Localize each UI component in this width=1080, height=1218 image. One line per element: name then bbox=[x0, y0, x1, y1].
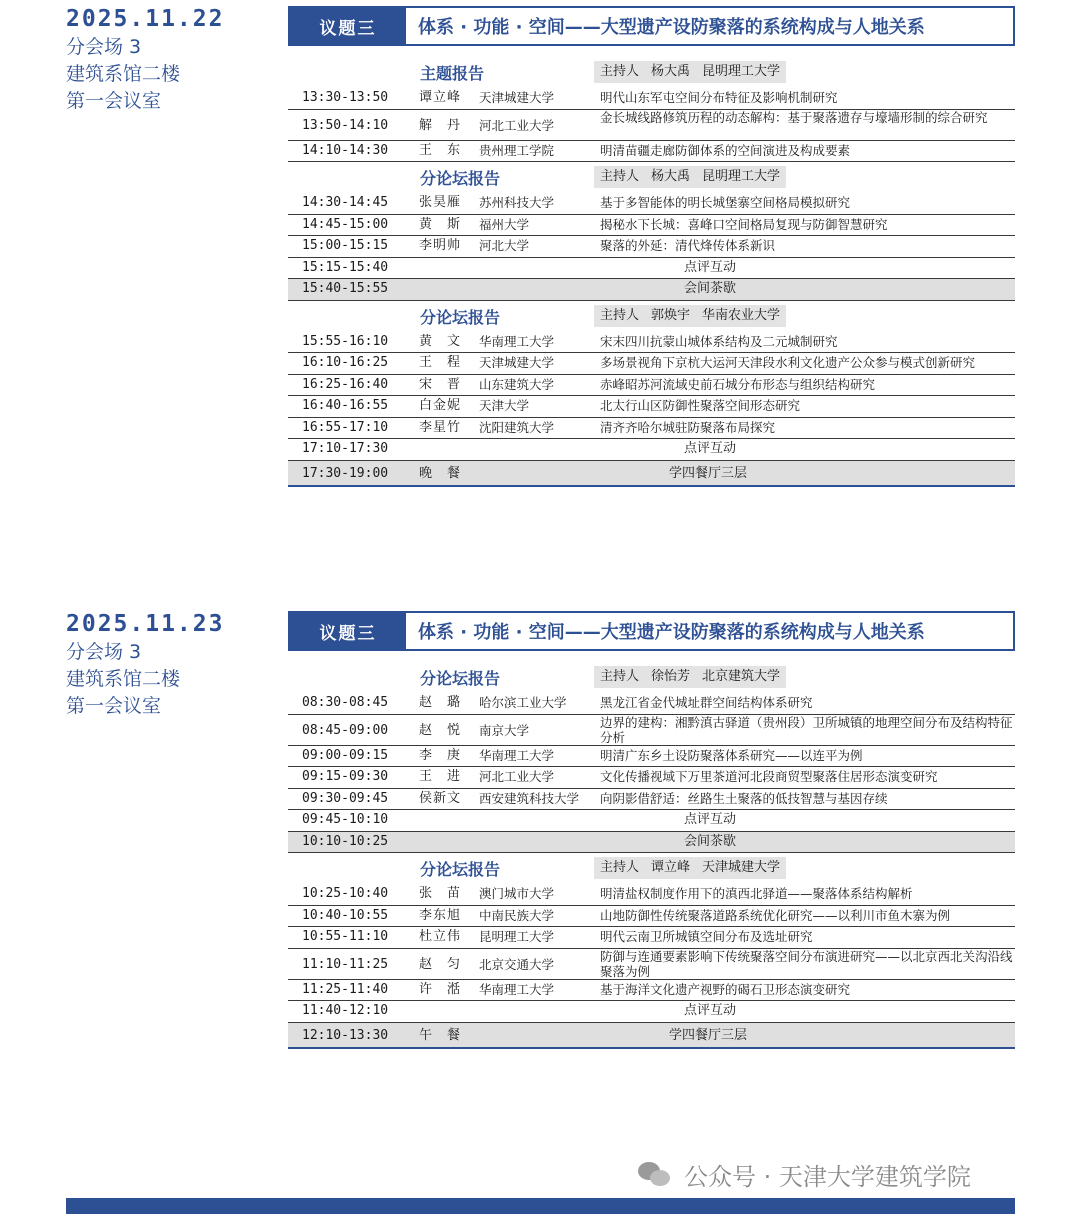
talk-topic: 金长城线路修筑历程的动态解构：基于聚落遗存与壕墙形制的综合研究 bbox=[600, 109, 988, 125]
host-institution: 昆明理工大学 bbox=[702, 64, 781, 79]
time-cell: 16:25-16:40 bbox=[302, 376, 389, 392]
talk-topic: 赤峰昭苏河流域史前石城分布形态与组织结构研究 bbox=[600, 376, 876, 392]
speaker-name: 李明帅 bbox=[419, 238, 462, 253]
section-header bbox=[288, 57, 1015, 88]
talk-topic: 聚落的外延：清代烽传体系新识 bbox=[600, 238, 776, 253]
venue-line: 分会场 3 bbox=[66, 36, 142, 58]
venue-line: 建筑系馆二楼 bbox=[66, 63, 181, 85]
time-cell: 10:55-11:10 bbox=[302, 929, 389, 944]
time-cell: 16:10-16:25 bbox=[302, 355, 389, 370]
time-cell: 09:15-09:30 bbox=[302, 769, 389, 784]
time-cell: 14:45-15:00 bbox=[302, 216, 389, 232]
table-row bbox=[288, 375, 1015, 397]
wechat-icon bbox=[638, 1160, 672, 1188]
session-tag: 议题三 bbox=[290, 613, 406, 649]
table-row bbox=[288, 141, 1015, 163]
section-header bbox=[288, 162, 1015, 193]
table-row bbox=[288, 279, 1015, 301]
table-row bbox=[288, 715, 1015, 746]
meal-name: 晚 餐 bbox=[419, 465, 462, 481]
meal-name: 午 餐 bbox=[419, 1027, 462, 1043]
activity-cell: 会间茶歇 bbox=[683, 281, 736, 296]
table-row bbox=[288, 215, 1015, 237]
speaker-institution: 福州大学 bbox=[479, 216, 530, 232]
speaker-name: 谭立峰 bbox=[419, 90, 462, 105]
talk-topic: 山地防御性传统聚落道路系统优化研究——以利川市鱼木寨为例 bbox=[600, 907, 951, 923]
table-row bbox=[288, 418, 1015, 440]
speaker-institution: 苏州科技大学 bbox=[479, 195, 555, 210]
speaker-institution: 河北大学 bbox=[479, 238, 530, 253]
day-info bbox=[66, 4, 281, 115]
section-title: 分论坛报告 bbox=[420, 307, 501, 327]
speaker-institution: 沈阳建筑大学 bbox=[479, 419, 555, 435]
host-badge bbox=[594, 305, 786, 327]
session-tag: 议题三 bbox=[290, 8, 406, 44]
speaker-name: 王 进 bbox=[419, 769, 462, 784]
talk-topic: 多场景视角下京杭大运河天津段水利文化遗产公众参与模式创新研究 bbox=[600, 355, 976, 370]
activity-cell: 点评互动 bbox=[683, 441, 736, 456]
table-row bbox=[288, 789, 1015, 811]
talk-topic: 防御与连通要素影响下传统聚落空间分布演进研究——以北京西北关沟沿线聚落为例 bbox=[600, 948, 1013, 979]
venue-line: 第一会议室 bbox=[66, 695, 162, 717]
talk-topic: 明代山东军屯空间分布特征及影响机制研究 bbox=[600, 90, 838, 105]
session-title: 体系 · 功能 · 空间——大型遗产设防聚落的系统构成与人地关系 bbox=[418, 17, 925, 38]
activity-cell: 会间茶歇 bbox=[683, 833, 736, 849]
speaker-institution: 天津大学 bbox=[479, 398, 530, 413]
section-title: 分论坛报告 bbox=[420, 669, 501, 688]
time-cell: 17:10-17:30 bbox=[302, 441, 389, 456]
table-row bbox=[288, 236, 1015, 258]
table-row bbox=[288, 396, 1015, 418]
time-cell: 15:55-16:10 bbox=[302, 333, 389, 349]
speaker-institution: 中南民族大学 bbox=[479, 907, 555, 923]
section-title: 主题报告 bbox=[420, 64, 485, 83]
table-row bbox=[288, 1001, 1015, 1023]
talk-topic: 明代云南卫所城镇空间分布及选址研究 bbox=[600, 929, 813, 944]
time-cell: 12:10-13:30 bbox=[302, 1027, 389, 1043]
speaker-institution: 河北工业大学 bbox=[479, 769, 555, 784]
table-row bbox=[288, 439, 1015, 461]
meal-row bbox=[288, 461, 1015, 487]
time-cell: 10:40-10:55 bbox=[302, 907, 389, 923]
speaker-institution: 昆明理工大学 bbox=[479, 929, 555, 944]
speaker-institution: 华南理工大学 bbox=[479, 981, 555, 997]
time-cell: 10:10-10:25 bbox=[302, 833, 389, 849]
day-date: 2025.11.22 bbox=[66, 6, 225, 32]
speaker-institution: 西安建筑科技大学 bbox=[479, 790, 580, 806]
time-cell: 14:10-14:30 bbox=[302, 142, 389, 158]
schedule-table bbox=[288, 662, 1015, 1049]
talk-topic: 揭秘水下长城：喜峰口空间格局复现与防御智慧研究 bbox=[600, 216, 888, 232]
time-cell: 08:30-08:45 bbox=[302, 695, 389, 710]
host-badge bbox=[594, 857, 786, 879]
speaker-name: 解 丹 bbox=[419, 117, 462, 133]
speaker-institution: 澳门城市大学 bbox=[479, 886, 555, 901]
venue-line: 分会场 3 bbox=[66, 641, 142, 663]
table-row bbox=[288, 88, 1015, 110]
table-row bbox=[288, 332, 1015, 354]
speaker-name: 李东旭 bbox=[419, 907, 462, 923]
time-cell: 09:00-09:15 bbox=[302, 747, 389, 763]
talk-topic: 边界的建构：湘黔滇古驿道（贵州段）卫所城镇的地理空间分布及结构特征分析 bbox=[600, 714, 1013, 745]
talk-topic: 明清盐权制度作用下的滇西北驿道——聚落体系结构解析 bbox=[600, 886, 913, 901]
session-header bbox=[288, 611, 1015, 651]
activity-cell: 点评互动 bbox=[683, 812, 736, 827]
host-name: 郭焕宇 bbox=[651, 307, 691, 323]
speaker-name: 王 东 bbox=[419, 142, 462, 158]
time-cell: 14:30-14:45 bbox=[302, 195, 389, 210]
table-row bbox=[288, 980, 1015, 1002]
venue-line: 建筑系馆二楼 bbox=[66, 668, 181, 690]
host-badge bbox=[594, 666, 786, 688]
section-header bbox=[288, 853, 1015, 884]
time-cell: 15:40-15:55 bbox=[302, 281, 389, 296]
speaker-institution: 北京交通大学 bbox=[479, 956, 555, 972]
time-cell: 15:00-15:15 bbox=[302, 238, 389, 253]
time-cell: 17:30-19:00 bbox=[302, 465, 389, 481]
speaker-institution: 南京大学 bbox=[479, 722, 530, 738]
section-header bbox=[288, 662, 1015, 693]
host-label: 主持人 bbox=[600, 64, 640, 79]
table-row bbox=[288, 927, 1015, 949]
speaker-name: 杜立伟 bbox=[419, 929, 462, 944]
time-cell: 11:25-11:40 bbox=[302, 981, 389, 997]
speaker-name: 许 湉 bbox=[419, 981, 462, 997]
section-title: 分论坛报告 bbox=[420, 860, 501, 879]
time-cell: 13:50-14:10 bbox=[302, 117, 389, 133]
talk-topic: 北太行山区防御性聚落空间形态研究 bbox=[600, 398, 801, 413]
table-row bbox=[288, 906, 1015, 928]
speaker-name: 李星竹 bbox=[419, 419, 462, 435]
host-badge bbox=[594, 61, 786, 83]
speaker-name: 赵 匀 bbox=[419, 956, 462, 972]
watermark bbox=[638, 1156, 971, 1192]
time-cell: 09:45-10:10 bbox=[302, 812, 389, 827]
speaker-name: 黄 斯 bbox=[419, 216, 462, 232]
speaker-name: 赵 悦 bbox=[419, 722, 462, 738]
time-cell: 10:25-10:40 bbox=[302, 886, 389, 901]
section-title: 分论坛报告 bbox=[420, 169, 501, 188]
time-cell: 16:55-17:10 bbox=[302, 419, 389, 435]
speaker-name: 张昊雁 bbox=[419, 195, 462, 210]
table-row bbox=[288, 949, 1015, 980]
host-badge bbox=[594, 166, 786, 188]
day-info bbox=[66, 609, 281, 720]
section-header bbox=[288, 301, 1015, 332]
talk-topic: 明清广东乡土设防聚落体系研究——以连平为例 bbox=[600, 747, 863, 763]
speaker-institution: 天津城建大学 bbox=[479, 355, 555, 370]
talk-topic: 基于多智能体的明长城堡寨空间格局模拟研究 bbox=[600, 195, 851, 210]
speaker-name: 赵 璐 bbox=[419, 695, 462, 710]
talk-topic: 基于海洋文化遗产视野的碣石卫形态演变研究 bbox=[600, 981, 851, 997]
session-title: 体系 · 功能 · 空间——大型遗产设防聚落的系统构成与人地关系 bbox=[418, 622, 925, 643]
table-row bbox=[288, 810, 1015, 832]
table-row bbox=[288, 353, 1015, 375]
table-row bbox=[288, 693, 1015, 715]
table-row bbox=[288, 258, 1015, 280]
time-cell: 08:45-09:00 bbox=[302, 722, 389, 738]
talk-topic: 明清苗疆走廊防御体系的空间演进及构成要素 bbox=[600, 142, 851, 158]
host-name: 杨大禹 bbox=[651, 169, 691, 184]
speaker-institution: 河北工业大学 bbox=[479, 117, 555, 133]
host-institution: 天津城建大学 bbox=[702, 860, 781, 875]
meal-row bbox=[288, 1023, 1015, 1049]
meal-place: 学四餐厅三层 bbox=[668, 1027, 747, 1043]
host-institution: 北京建筑大学 bbox=[702, 669, 781, 684]
speaker-institution: 华南理工大学 bbox=[479, 747, 555, 763]
talk-topic: 文化传播视域下万里茶道河北段商贸型聚落住居形态演变研究 bbox=[600, 769, 938, 784]
activity-cell: 点评互动 bbox=[683, 259, 736, 275]
host-label: 主持人 bbox=[600, 169, 640, 184]
host-name: 杨大禹 bbox=[651, 64, 691, 79]
host-name: 谭立峰 bbox=[651, 860, 691, 875]
time-cell: 15:15-15:40 bbox=[302, 259, 389, 275]
table-row bbox=[288, 767, 1015, 789]
talk-topic: 宋末四川抗蒙山城体系结构及二元城制研究 bbox=[600, 333, 838, 349]
speaker-name: 张 苗 bbox=[419, 886, 462, 901]
footer-bar bbox=[66, 1198, 1015, 1214]
meal-place: 学四餐厅三层 bbox=[668, 465, 747, 481]
day-date: 2025.11.23 bbox=[66, 611, 225, 637]
speaker-institution: 山东建筑大学 bbox=[479, 376, 555, 392]
speaker-institution: 贵州理工学院 bbox=[479, 142, 555, 158]
host-institution: 华南农业大学 bbox=[702, 307, 781, 323]
speaker-name: 王 程 bbox=[419, 355, 462, 370]
schedule-table bbox=[288, 57, 1015, 487]
table-row bbox=[288, 884, 1015, 906]
time-cell: 11:10-11:25 bbox=[302, 956, 389, 972]
host-label: 主持人 bbox=[600, 860, 640, 875]
speaker-name: 宋 晋 bbox=[419, 376, 462, 392]
speaker-name: 侯新文 bbox=[419, 790, 462, 806]
session-header bbox=[288, 6, 1015, 46]
speaker-name: 黄 文 bbox=[419, 333, 462, 349]
time-cell: 16:40-16:55 bbox=[302, 398, 389, 413]
speaker-name: 白金妮 bbox=[419, 398, 462, 413]
host-label: 主持人 bbox=[600, 669, 640, 684]
speaker-institution: 天津城建大学 bbox=[479, 90, 555, 105]
talk-topic: 清齐齐哈尔城驻防聚落布局探究 bbox=[600, 419, 776, 435]
activity-cell: 点评互动 bbox=[683, 1003, 736, 1018]
watermark-text: 公众号 · 天津大学建筑学院 bbox=[684, 1162, 971, 1191]
talk-topic: 黑龙江省金代城址群空间结构体系研究 bbox=[600, 695, 813, 710]
time-cell: 09:30-09:45 bbox=[302, 790, 389, 806]
talk-topic: 向阴影借舒适：丝路生土聚落的低技智慧与基因存续 bbox=[600, 790, 888, 806]
speaker-institution: 华南理工大学 bbox=[479, 333, 555, 349]
host-name: 徐怡芳 bbox=[651, 669, 691, 684]
host-label: 主持人 bbox=[600, 307, 640, 323]
table-row bbox=[288, 832, 1015, 854]
time-cell: 13:30-13:50 bbox=[302, 90, 389, 105]
table-row bbox=[288, 110, 1015, 141]
time-cell: 11:40-12:10 bbox=[302, 1003, 389, 1018]
speaker-name: 李 庚 bbox=[419, 747, 462, 763]
speaker-institution: 哈尔滨工业大学 bbox=[479, 695, 567, 710]
venue-line: 第一会议室 bbox=[66, 90, 162, 112]
table-row bbox=[288, 746, 1015, 768]
table-row bbox=[288, 193, 1015, 215]
host-institution: 昆明理工大学 bbox=[702, 169, 781, 184]
